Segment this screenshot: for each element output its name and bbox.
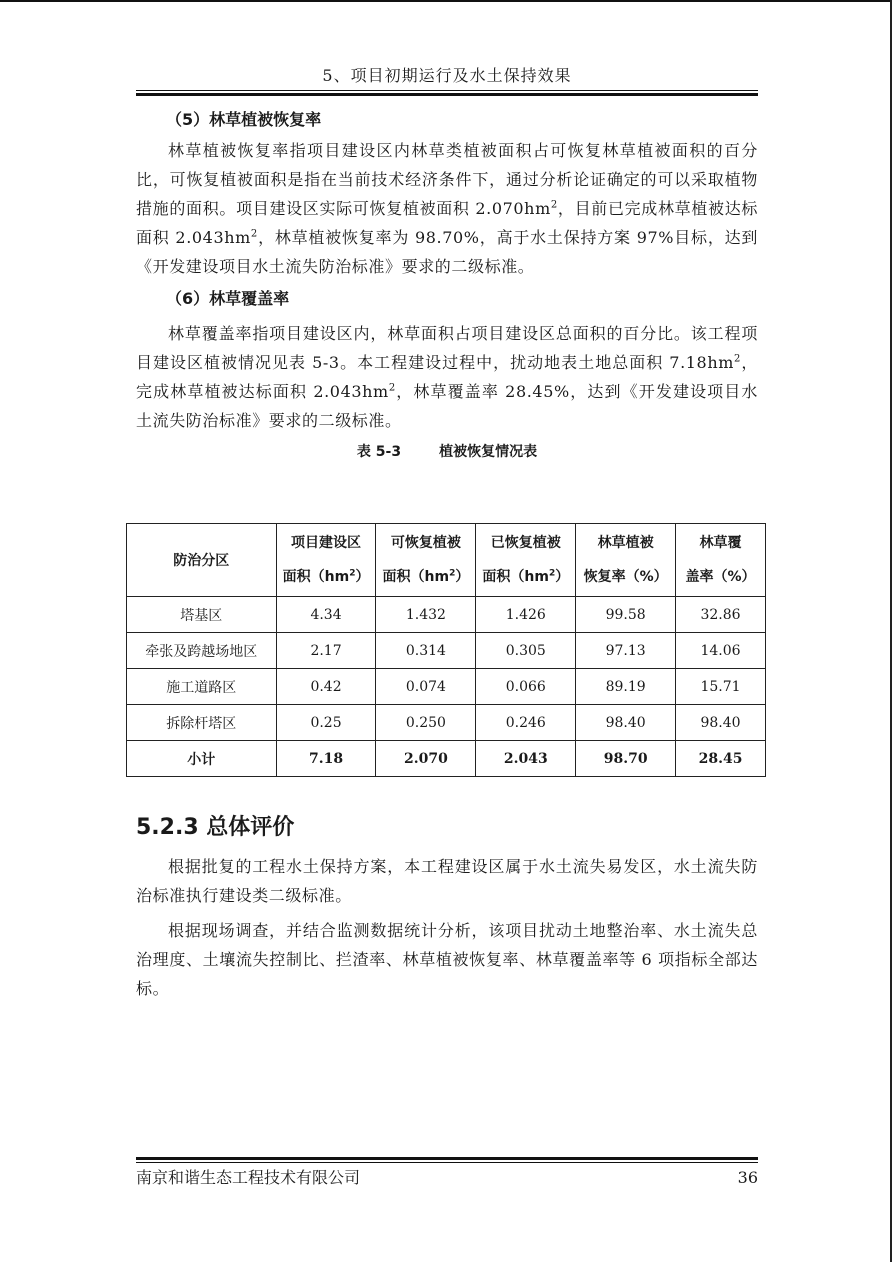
superscript: 2 (734, 353, 741, 365)
header-text-part: ） (455, 569, 470, 585)
table-cell: 0.25 (276, 705, 376, 741)
running-header: 5、项目初期运行及水土保持效果 (322, 66, 572, 85)
table-cell: 1.432 (376, 597, 476, 633)
paragraph-vegetation-recovery (136, 136, 758, 281)
table-cell: 0.074 (376, 669, 476, 705)
table-cell: 99.58 (576, 597, 676, 633)
table-cell: 拆除杆塔区 (127, 705, 277, 741)
section-title-overall-evaluation: 5.2.3 总体评价 (136, 815, 295, 840)
table-cell: 0.066 (476, 669, 576, 705)
table-header-row (127, 524, 766, 597)
table-cell: 0.314 (376, 633, 476, 669)
para-text: 林草植被恢复率指项目建设区内林草类植被面积占可恢复林草植被面积的百分比，可恢复植被面积是指在当前技术经济条件下，通过分析论证确定的可以采取植物措施的面积。项目建设区实际可恢复植被面积 2.070hm (136, 141, 758, 218)
table-caption-title: 植被恢复情况表 (439, 444, 538, 460)
table-caption-number: 表 5-3 (356, 444, 402, 460)
main-content (136, 104, 758, 469)
header-text: 可恢复植被 (390, 535, 461, 551)
table-cell: 0.305 (476, 633, 576, 669)
table-cell: 2.070 (376, 741, 476, 777)
page-number: 36 (737, 1168, 758, 1187)
para-text: ，完成林草植被达标面积 2.043hm (136, 353, 758, 401)
superscript: 2 (449, 568, 456, 579)
table-row (127, 633, 766, 669)
footer-rule (136, 1162, 758, 1163)
table-header-cell (476, 524, 576, 597)
table-cell: 14.06 (676, 633, 766, 669)
para-text: 林草覆盖率指项目建设区内，林草面积占项目建设区总面积的百分比。该工程项目建设区植被情况见表 5-3。本工程建设过程中，扰动地表土地总面积 7.18hm (136, 324, 758, 372)
table-header-cell (676, 524, 766, 597)
table-header-cell (276, 524, 376, 597)
header-text: 林草植被 (597, 535, 654, 551)
table-cell: 2.043 (476, 741, 576, 777)
header-text: 盖率（%） (685, 569, 756, 585)
para-text: ，林草覆盖率 28.45%，达到《开发建设项目水土流失防治标准》要求的二级标准。 (136, 382, 759, 430)
table-cell: 1.426 (476, 597, 576, 633)
table-cell: 2.17 (276, 633, 376, 669)
header-rule-thick (136, 93, 758, 96)
para-text: ，目前已完成林草植被达标面积 2.043hm (136, 199, 758, 247)
paragraph: 根据现场调查，并结合监测数据统计分析，该项目扰动土地整治率、水土流失总治理度、土壤流失控制比、拦渣率、林草植被恢复率、林草覆盖率等 6 项指标全部达标。 (136, 921, 758, 998)
table-header-cell (576, 524, 676, 597)
table-caption (136, 439, 758, 465)
section-heading-vegetation-coverage: （6）林草覆盖率 (166, 289, 290, 308)
table-cell: 0.250 (376, 705, 476, 741)
table-cell: 97.13 (576, 633, 676, 669)
superscript: 2 (388, 382, 396, 394)
table-cell: 4.34 (276, 597, 376, 633)
header-text-part: 面积（hm (382, 569, 450, 585)
header-text: 林草覆 (699, 535, 742, 551)
header-text: 防治分区 (173, 553, 230, 569)
table-cell: 施工道路区 (127, 669, 277, 705)
superscript: 2 (548, 568, 556, 579)
table-cell: 98.40 (576, 705, 676, 741)
vegetation-recovery-table (126, 523, 766, 777)
header-text-part: 面积（hm (282, 569, 350, 585)
page-top-border (0, 0, 892, 2)
table-cell: 28.45 (676, 741, 766, 777)
header-text: 项目建设区 (291, 535, 362, 551)
footer-rule-thick (136, 1157, 758, 1160)
header-rule (136, 90, 758, 91)
para-text: ，林草植被恢复率为 98.70%，高于水土保持方案 97%目标，达到《开发建设项目水土流失防治标准》要求的二级标准。 (136, 228, 758, 276)
header-text: 已恢复植被 (490, 535, 561, 551)
table-total-row (127, 741, 766, 777)
header-text-part: ） (555, 569, 570, 585)
header-text-part: ） (355, 569, 370, 585)
table-header-cell (376, 524, 476, 597)
table-cell: 32.86 (676, 597, 766, 633)
table-row (127, 597, 766, 633)
table-cell: 98.40 (676, 705, 766, 741)
superscript: 2 (349, 568, 356, 579)
overall-evaluation-content (136, 852, 758, 1003)
table-cell: 0.42 (276, 669, 376, 705)
paragraph-vegetation-coverage (136, 319, 758, 435)
header-text (277, 560, 376, 594)
table-cell: 塔基区 (127, 597, 277, 633)
superscript: 2 (550, 199, 558, 211)
header-text-part: 面积（hm (482, 569, 549, 585)
section-heading-vegetation-recovery: （5）林草植被恢复率 (166, 110, 322, 129)
table-row (127, 705, 766, 741)
table-row (127, 669, 766, 705)
table-cell: 7.18 (276, 741, 376, 777)
superscript: 2 (250, 228, 258, 240)
table-header-cell (127, 524, 277, 597)
header-text (476, 560, 575, 594)
table-cell: 小计 (127, 741, 277, 777)
table-cell: 15.71 (676, 669, 766, 705)
table-cell: 牵张及跨越场地区 (127, 633, 277, 669)
table-cell: 0.246 (476, 705, 576, 741)
header-text (376, 560, 475, 594)
header-text: 恢复率（%） (583, 569, 668, 585)
paragraph: 根据批复的工程水土保持方案，本工程建设区属于水土流失易发区，水土流失防治标准执行建设类二级标准。 (136, 857, 758, 905)
footer-company: 南京和谐生态工程技术有限公司 (136, 1168, 361, 1187)
table-cell: 98.70 (576, 741, 676, 777)
table-cell: 89.19 (576, 669, 676, 705)
